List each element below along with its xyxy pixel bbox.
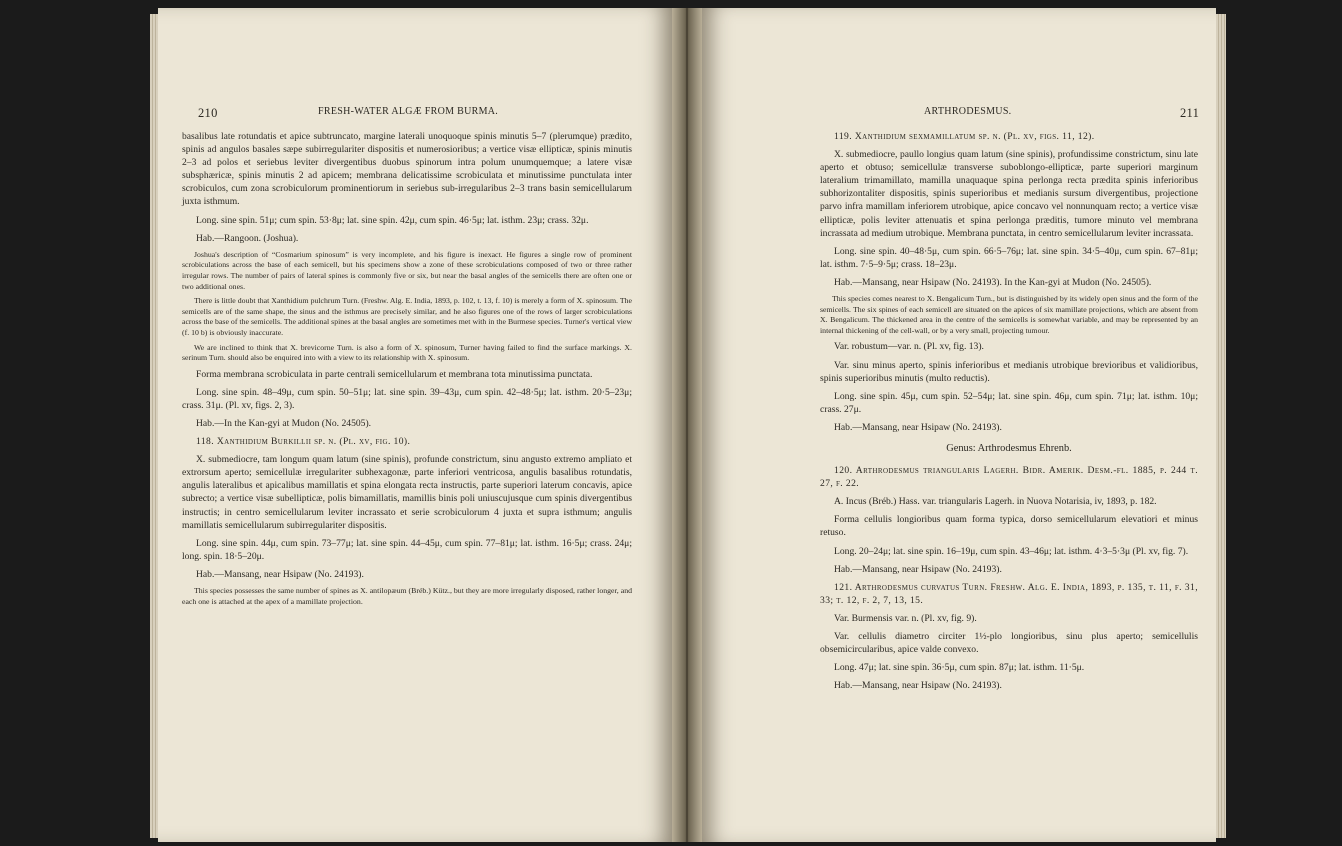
right-text-column: [820, 130, 1198, 697]
paragraph: Hab.—Mansang, near Hsipaw (No. 24193).: [834, 680, 1002, 692]
paragraph: Hab.—Mansang, near Hsipaw (No. 24193).: [834, 421, 1002, 433]
paragraph: Hab.—In the Kan-gyi at Mudon (No. 24505).: [196, 417, 372, 429]
right-running-head: ARTHRODESMUS.: [924, 106, 1012, 117]
paragraph: Long. sine spin. 51μ; cum spin. 53·8μ; lat. sine spin. 42μ, cum spin. 46·5μ; lat. isthm. 23μ; crass. 32μ.: [196, 214, 589, 226]
note-paragraph: This species possesses the same number of spines as X. antilopæum (Bréb.) Kütz., but they are more irregularly disposed, rather longer, and each one is attached at the apex of a mamillate projection.: [182, 586, 632, 606]
paragraph: Long. sine spin. 48–49μ, cum spin. 50–51μ; lat. sine spin. 39–43μ, cum spin. 42–48·5μ; lat. isthm. 20·5–23μ; crass. 31μ. (Pl. xv, figs. 2, 3).: [182, 386, 632, 411]
left-running-head: FRESH-WATER ALGÆ FROM BURMA.: [318, 106, 499, 117]
paragraph: Hab.—Mansang, near Hsipaw (No. 24193).: [196, 568, 364, 580]
paragraph: Long. 47μ; lat. sine spin. 36·5μ, cum spin. 87μ; lat. isthm. 11·5μ.: [834, 662, 1085, 674]
left-page: [158, 8, 672, 842]
paragraph: X. submediocre, paullo longius quam latum (sine spinis), profundissime constrictum, sinu late aperto et obtuso; semicellulæ transverse suboblongo-ellipticæ, parte superiori marginum lateralium trimamillato, mamilla unaquaque spina perlonga recta prædita spinis inferioribus subhorizontaliter dispositis, spinis superioribus et medianis sursum divergentibus, projectione parvo infra mamillam inferiorem utrobique, apice concavo vel nonnunquam recto; a vertice visæ ellipticæ, polis leviter attenuatis et spina perlonga præditis, tumore minuto vel membrana incrassata ad medium utrobique. Membrana punctata, in centro semicellularum leviter incrassata.: [820, 149, 1198, 239]
species-heading: 120. Arthrodesmus triangularis Lagerh. Bidr. Amerik. Desm.-fl. 1885, p. 244 t. 27, f. 22.: [820, 465, 1198, 490]
left-text-column: [182, 130, 632, 611]
note-paragraph: This species comes nearest to X. Bengalicum Turn., but is distinguished by its widely open sinus and the form of the semicells. The six spines of each semicell are situated on the apices of six mamillate projections, which are absent from X. Bengalicum. The thickened area in the centre of the semicells is somewhat variable, and may be represented by an internal thickening of the cell-wall, or by a very small, projecting tumour.: [820, 294, 1198, 335]
right-page: [702, 8, 1216, 842]
left-page-edge: [150, 14, 158, 838]
paragraph: Var. Burmensis var. n. (Pl. xv, fig. 9).: [834, 612, 977, 624]
paragraph: A. Incus (Bréb.) Hass. var. triangularis Lagerh. in Nuova Notarisia, iv, 1893, p. 182.: [834, 496, 1157, 508]
paragraph: basalibus late rotundatis et apice subtruncato, margine laterali unoquoque spinis minutis 5–7 (plerumque) prædito, spinis ad angulos basales sæpe subirregulariter dispositis et numerosioribus; a vertice visæ ellipticæ, spinis minutis 2–3 ad polos et seriebus leviter divergentibus duobus spinorum intra polum unumquemque; a latere visæ subsphæricæ, spinis minutis 2 ad apicem; membrana delicatissime scrobiculata et minutissime punctulata inter scrobiculos, cum zona scrobiculorum prominentiorum in seriebus sub-irregularibus 2–3 trans basin semicellularum juxta isthmum.: [182, 131, 632, 208]
paragraph: Forma membrana scrobiculata in parte centrali semicellularum et membrana tota minutissima punctata.: [196, 368, 593, 380]
book-spine: [672, 8, 702, 842]
right-page-number: 211: [1180, 106, 1200, 120]
species-heading: 121. Arthrodesmus curvatus Turn. Freshw. Alg. E. India, 1893, p. 135, t. 11, f. 31, 33; t. 12, f. 2, 7, 13, 15.: [820, 581, 1198, 606]
species-heading: 119. Xanthidium sexmamillatum sp. n. (Pl. xv, figs. 11, 12).: [834, 131, 1095, 142]
paragraph: Long. 20–24μ; lat. sine spin. 16–19μ, cum spin. 43–46μ; lat. isthm. 4·3–5·3μ (Pl. xv, fig. 7).: [834, 545, 1189, 557]
right-page-edge: [1216, 14, 1226, 838]
note-paragraph: There is little doubt that Xanthidium pulchrum Turn. (Freshw. Alg. E. India, 1893, p. 102, t. 13, f. 10) is merely a form of X. spinosum. The semicells are of the same shape, the sinus and the isthmus are precisely similar, and he also figures one of the rows of larger scrobiculations across the base of the semicells. The additional spines at the basal angles are sometimes met with in the Burmese species. Turner's vertical view (f. 10 b) is obviously inaccurate.: [182, 296, 632, 337]
paragraph: Forma cellulis longioribus quam forma typica, dorso semicellularum elevatiori et minus retuso.: [820, 514, 1198, 539]
paragraph: Long. sine spin. 45μ, cum spin. 52–54μ; lat. sine spin. 46μ, cum spin. 71μ; lat. isthm. 10μ; crass. 27μ.: [820, 390, 1198, 415]
species-heading: 118. Xanthidium Burkillii sp. n. (Pl. xv, fig. 10).: [196, 436, 411, 448]
paragraph: Var. cellulis diametro circiter 1½-plo longioribus, sinu plus aperto; semicellulis obsemicircularibus, apice valde convexo.: [820, 631, 1198, 656]
paragraph: Hab.—Rangoon. (Joshua).: [196, 232, 299, 244]
paragraph: Long. sine spin. 40–48·5μ, cum spin. 66·5–76μ; lat. sine spin. 34·5–40μ, cum spin. 67–81μ; lat. isthm. 7·5–9·5μ; crass. 18–23μ.: [820, 245, 1198, 270]
paragraph: Hab.—Mansang, near Hsipaw (No. 24193).: [834, 563, 1002, 575]
note-paragraph: We are inclined to think that X. brevicorne Turn. is also a form of X. spinosum, Turner having failed to find the surface markings. X. serinum Turn. should also be enquired into with a view to its relationship with X. spinosum.: [182, 342, 632, 363]
paragraph: X. submediocre, tam longum quam latum (sine spinis), profunde constrictum, sinu angusto extremo ampliato et extrorsum aperto; semicellulæ irregulariter subhexagonæ, parte inferiori ventricosa, angulis basalibus rotundatis, angulis lateralibus et apicalibus mamillatis et spina elongata recta instructis, parte superiori laterum concavis, apice subrecto; a vertice visæ subellipticæ, polis bimamillatis, mamillis binis poli uniuscujusque cum spinis divergentibus instructis; in centro semicellularum leviter incrassato et serie scrobiculorum 4 juxta et supra isthmum; angulis mamillatis semicellularum subirregulariter dispositis.: [182, 454, 632, 531]
genus-heading: Genus: Arthrodesmus Ehrenb.: [946, 442, 1072, 454]
paragraph: Hab.—Mansang, near Hsipaw (No. 24193). In the Kan-gyi at Mudon (No. 24505).: [834, 276, 1152, 288]
paragraph: Var. robustum—var. n. (Pl. xv, fig. 13).: [834, 341, 984, 353]
paragraph: Var. sinu minus aperto, spinis inferioribus et medianis utrobique brevioribus et validioribus, spinis superioribus minutis (multo reductis).: [820, 359, 1198, 384]
paragraph: Long. sine spin. 44μ, cum spin. 73–77μ; lat. sine spin. 44–45μ, cum spin. 77–81μ; lat. isthm. 16·5μ; crass. 24μ; long. spin. 18·5–20μ.: [182, 537, 632, 562]
left-page-number: 210: [198, 106, 218, 120]
note-paragraph: Joshua's description of “Cosmarium spinosum” is very incomplete, and his figure is inexact. He figures a single row of prominent scrobiculations across the base of each semicell, but his specimens show a zone of these scrobiculations composed of two or three rather irregular rows. The number of pairs of lateral spines is commonly five or six, but near the basal angles of the semicells there are often one or two additional ones.: [182, 249, 632, 291]
